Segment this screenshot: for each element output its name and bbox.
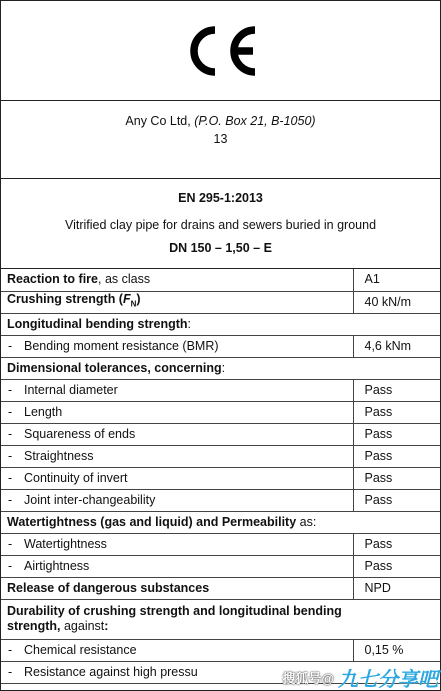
dim-item-label: Joint inter-changeability [24, 492, 156, 507]
characteristics-table [1, 269, 440, 684]
table-row: - Length Pass [1, 401, 440, 423]
table-row: - Squareness of ends Pass [1, 423, 440, 445]
watermark [282, 666, 438, 691]
water-item-label: Airtightness [24, 558, 90, 573]
table-row [1, 511, 440, 533]
table-row [1, 313, 440, 335]
company-address: (P.O. Box 21, B-1050) [194, 114, 316, 128]
watertightness-heading: Watertightness (gas and liquid) and Permeability as: [1, 511, 440, 533]
watermark-logo: 九七分享吧 [338, 668, 438, 691]
table-row: - Chemical resistance 0,15 % [1, 639, 440, 661]
release-value: NPD [353, 577, 440, 599]
standard-code: EN 295-1:2013 [178, 191, 263, 205]
durability-heading: Durability of crushing strength and longitudinal bending strength, against: [1, 599, 440, 639]
dim-item-value: Pass [353, 401, 440, 423]
dim-item-label: Internal diameter [24, 382, 118, 397]
release-label: Release of dangerous substances [1, 577, 353, 599]
crushing-label: Crushing strength $(F_N)$ [1, 291, 353, 313]
year: 13 [213, 132, 228, 146]
dim-item-value: Pass [353, 379, 440, 401]
dim-item-value: Pass [353, 489, 440, 511]
bmr-label: - Bending moment resistance (BMR) [1, 335, 353, 357]
standard-box [1, 179, 440, 269]
ce-mark-logo [183, 26, 259, 76]
water-item-value: Pass [353, 555, 440, 577]
table-row [1, 269, 440, 291]
table-row [1, 577, 440, 599]
table-row [1, 357, 440, 379]
bmr-value: 4,6 kNm [353, 335, 440, 357]
dim-item-label: Squareness of ends [24, 426, 136, 441]
chemical-resistance-value: 0,15 % [353, 639, 440, 661]
table-row: - Airtightness Pass [1, 555, 440, 577]
dim-item-label: Straightness [24, 448, 94, 463]
water-item-label: Watertightness [24, 536, 107, 551]
pressure-resistance-label: Resistance against high pressu [24, 664, 198, 679]
company-line [1, 112, 440, 130]
product-designation: DN 150 – 1,50 – E [169, 241, 272, 255]
product-description: Vitrified clay pipe for drains and sewers buried in ground [64, 218, 377, 232]
table-row: - Resistance against high pressu [1, 661, 440, 683]
table-row [1, 335, 440, 357]
water-item-value: Pass [353, 533, 440, 555]
dim-item-value: Pass [353, 467, 440, 489]
chemical-resistance-label: Chemical resistance [24, 642, 137, 657]
table-row: - Internal diameter Pass [1, 379, 440, 401]
dim-item-label: Length [24, 404, 63, 419]
dim-item-value: Pass [353, 423, 440, 445]
table-row: - Straightness Pass [1, 445, 440, 467]
reaction-value: A1 [353, 269, 440, 291]
table-row [1, 599, 440, 639]
table-row: - Continuity of invert Pass [1, 467, 440, 489]
dim-item-value: Pass [353, 445, 440, 467]
company-name: Any Co Ltd, [125, 114, 195, 128]
dim-item-label: Continuity of invert [24, 470, 128, 485]
crushing-value: 40 kN/m [353, 291, 440, 313]
ce-logo-box [1, 1, 440, 101]
reaction-label: Reaction to fire, as class [1, 269, 353, 291]
longitudinal-heading: Longitudinal bending strength: [1, 313, 440, 335]
table-row: - Joint inter-changeability Pass [1, 489, 440, 511]
company-box [1, 101, 440, 179]
dimensional-heading: Dimensional tolerances, concerning: [1, 357, 440, 379]
table-row [1, 291, 440, 313]
watermark-text: 搜狐号@ [282, 670, 334, 686]
table-row: - Watertightness Pass [1, 533, 440, 555]
